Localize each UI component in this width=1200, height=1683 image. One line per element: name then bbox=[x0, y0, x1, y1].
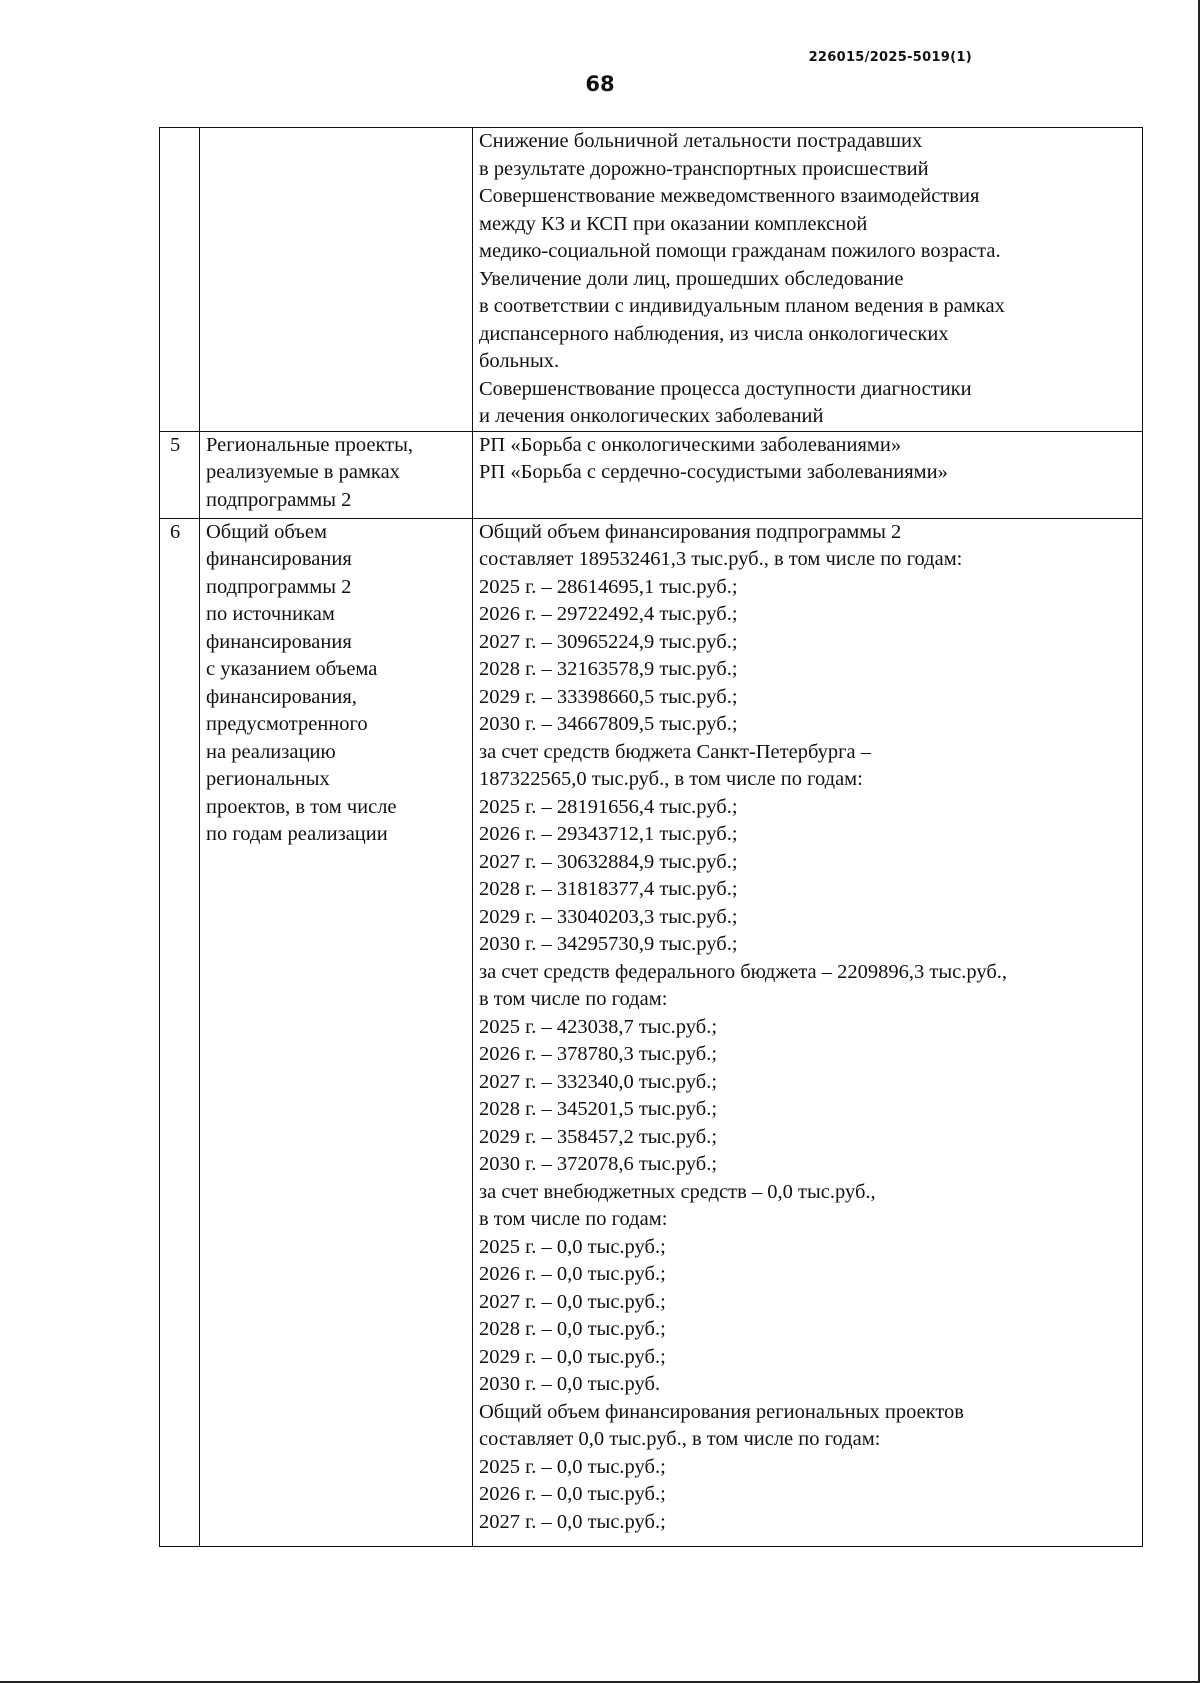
text-line: между КЗ и КСП при оказании комплексной bbox=[479, 212, 868, 235]
text-line: в том числе по годам: bbox=[479, 1208, 668, 1230]
text-line: 2028 г. – 32163578,9 тыс.руб.; bbox=[479, 658, 738, 680]
text-line: 2026 г. – 378780,3 тыс.руб.; bbox=[479, 1043, 718, 1065]
row-number-cell bbox=[160, 518, 200, 1546]
row-title-cell bbox=[200, 431, 473, 518]
page-number: 68 bbox=[585, 72, 615, 96]
text-line: Увеличение доли лиц, прошедших обследование bbox=[479, 267, 904, 290]
text-line: Снижение больничной летальности пострадавших bbox=[479, 130, 923, 152]
text-line: диспансерного наблюдения, из числа онкологических bbox=[479, 322, 949, 345]
text-line: за счет средств федерального бюджета – 2209896,3 тыс.руб., bbox=[479, 960, 1007, 983]
row-content-cell bbox=[473, 431, 1143, 518]
text-line: региональных bbox=[206, 768, 330, 790]
text-line: 2030 г. – 0,0 тыс.руб. bbox=[479, 1373, 661, 1395]
text-line: 2029 г. – 33398660,5 тыс.руб.; bbox=[479, 685, 738, 708]
text-line: проектов, в том числе bbox=[206, 795, 397, 818]
text-line: 2029 г. – 0,0 тыс.руб.; bbox=[479, 1345, 666, 1368]
row-content-cell bbox=[473, 128, 1143, 432]
document-id: 226015/2025-5019(1) bbox=[808, 50, 972, 65]
text-line: РП «Борьба с онкологическими заболеваниями» bbox=[479, 433, 902, 456]
text-line: 2027 г. – 30965224,9 тыс.руб.; bbox=[479, 630, 738, 653]
text-line: 2028 г. – 31818377,4 тыс.руб.; bbox=[479, 878, 738, 900]
passport-table bbox=[159, 127, 1143, 1547]
text-line: подпрограммы 2 bbox=[206, 575, 352, 598]
text-line: 2026 г. – 0,0 тыс.руб.; bbox=[479, 1483, 666, 1505]
row-content-cell bbox=[473, 518, 1143, 1546]
text-line: 2029 г. – 33040203,3 тыс.руб.; bbox=[479, 905, 738, 928]
text-line: 2025 г. – 0,0 тыс.руб.; bbox=[479, 1235, 666, 1258]
text-line: составляет 0,0 тыс.руб., в том числе по годам: bbox=[479, 1428, 881, 1450]
text-line: 187322565,0 тыс.руб., в том числе по годам: bbox=[479, 768, 863, 790]
text-line: медико-социальной помощи гражданам пожилого возраста. bbox=[479, 240, 1001, 262]
text-line: финансирования, bbox=[206, 685, 357, 708]
text-line: по источникам bbox=[206, 603, 335, 625]
text-line: 2027 г. – 0,0 тыс.руб.; bbox=[479, 1510, 666, 1533]
text-line: за счет средств бюджета Санкт-Петербурга – bbox=[479, 740, 871, 763]
text-line: Совершенствование межведомственного взаимодействия bbox=[479, 185, 980, 207]
text-line: 2025 г. – 28191656,4 тыс.руб.; bbox=[479, 795, 738, 818]
text-line: 2025 г. – 0,0 тыс.руб.; bbox=[479, 1455, 666, 1478]
text-line: 2027 г. – 332340,0 тыс.руб.; bbox=[479, 1070, 718, 1093]
text-line: 2027 г. – 0,0 тыс.руб.; bbox=[479, 1290, 666, 1313]
text-line: Общий объем финансирования региональных проектов bbox=[479, 1400, 964, 1423]
text-line: 2025 г. – 423038,7 тыс.руб.; bbox=[479, 1015, 718, 1038]
text-line: реализуемые в рамках bbox=[206, 461, 400, 483]
text-line: 2026 г. – 29343712,1 тыс.руб.; bbox=[479, 823, 738, 845]
text-line: 2026 г. – 0,0 тыс.руб.; bbox=[479, 1263, 666, 1285]
text-line: РП «Борьба с сердечно-сосудистыми заболеваниями» bbox=[479, 461, 948, 483]
text-line: Общий объем bbox=[206, 520, 327, 543]
table-row-6 bbox=[160, 518, 1143, 1546]
text-line: с указанием объема bbox=[206, 658, 378, 680]
text-line: 2027 г. – 30632884,9 тыс.руб.; bbox=[479, 850, 738, 873]
text-line: составляет 189532461,3 тыс.руб., в том числе по годам: bbox=[479, 548, 963, 570]
text-line: в результате дорожно-транспортных происшествий bbox=[479, 157, 929, 180]
row-title-cell bbox=[200, 128, 473, 432]
text-line: в соответствии с индивидуальным планом ведения в рамках bbox=[479, 295, 1005, 317]
text-line: 2030 г. – 372078,6 тыс.руб.; bbox=[479, 1153, 718, 1175]
text-line: 2030 г. – 34667809,5 тыс.руб.; bbox=[479, 713, 738, 735]
text-line: подпрограммы 2 bbox=[206, 488, 352, 511]
row-number: 5 bbox=[170, 433, 181, 456]
text-line: на реализацию bbox=[206, 740, 336, 763]
row-title-cell bbox=[200, 518, 473, 1546]
text-line: Совершенствование процесса доступности диагностики bbox=[479, 377, 972, 400]
text-line: по годам реализации bbox=[206, 823, 388, 845]
text-line: 2028 г. – 0,0 тыс.руб.; bbox=[479, 1318, 666, 1340]
text-line: 2025 г. – 28614695,1 тыс.руб.; bbox=[479, 575, 738, 598]
text-line: больных. bbox=[479, 350, 560, 372]
text-line: и лечения онкологических заболеваний bbox=[479, 405, 824, 427]
text-line: Общий объем финансирования подпрограммы 2 bbox=[479, 520, 902, 543]
text-line: финансирования bbox=[206, 630, 352, 653]
text-line: предусмотренного bbox=[206, 713, 368, 735]
row-number: 6 bbox=[170, 520, 181, 543]
text-line: 2029 г. – 358457,2 тыс.руб.; bbox=[479, 1125, 718, 1148]
text-line: финансирования bbox=[206, 548, 352, 570]
text-line: 2028 г. – 345201,5 тыс.руб.; bbox=[479, 1098, 718, 1120]
table-row-5 bbox=[160, 431, 1143, 518]
text-line: 2030 г. – 34295730,9 тыс.руб.; bbox=[479, 933, 738, 955]
row-number-cell bbox=[160, 128, 200, 432]
text-line: 2026 г. – 29722492,4 тыс.руб.; bbox=[479, 603, 738, 625]
text-line: в том числе по годам: bbox=[479, 988, 668, 1010]
text-line: за счет внебюджетных средств – 0,0 тыс.руб., bbox=[479, 1180, 876, 1203]
text-line: Региональные проекты, bbox=[206, 433, 414, 456]
table-row-continued bbox=[160, 128, 1143, 432]
row-number-cell bbox=[160, 431, 200, 518]
